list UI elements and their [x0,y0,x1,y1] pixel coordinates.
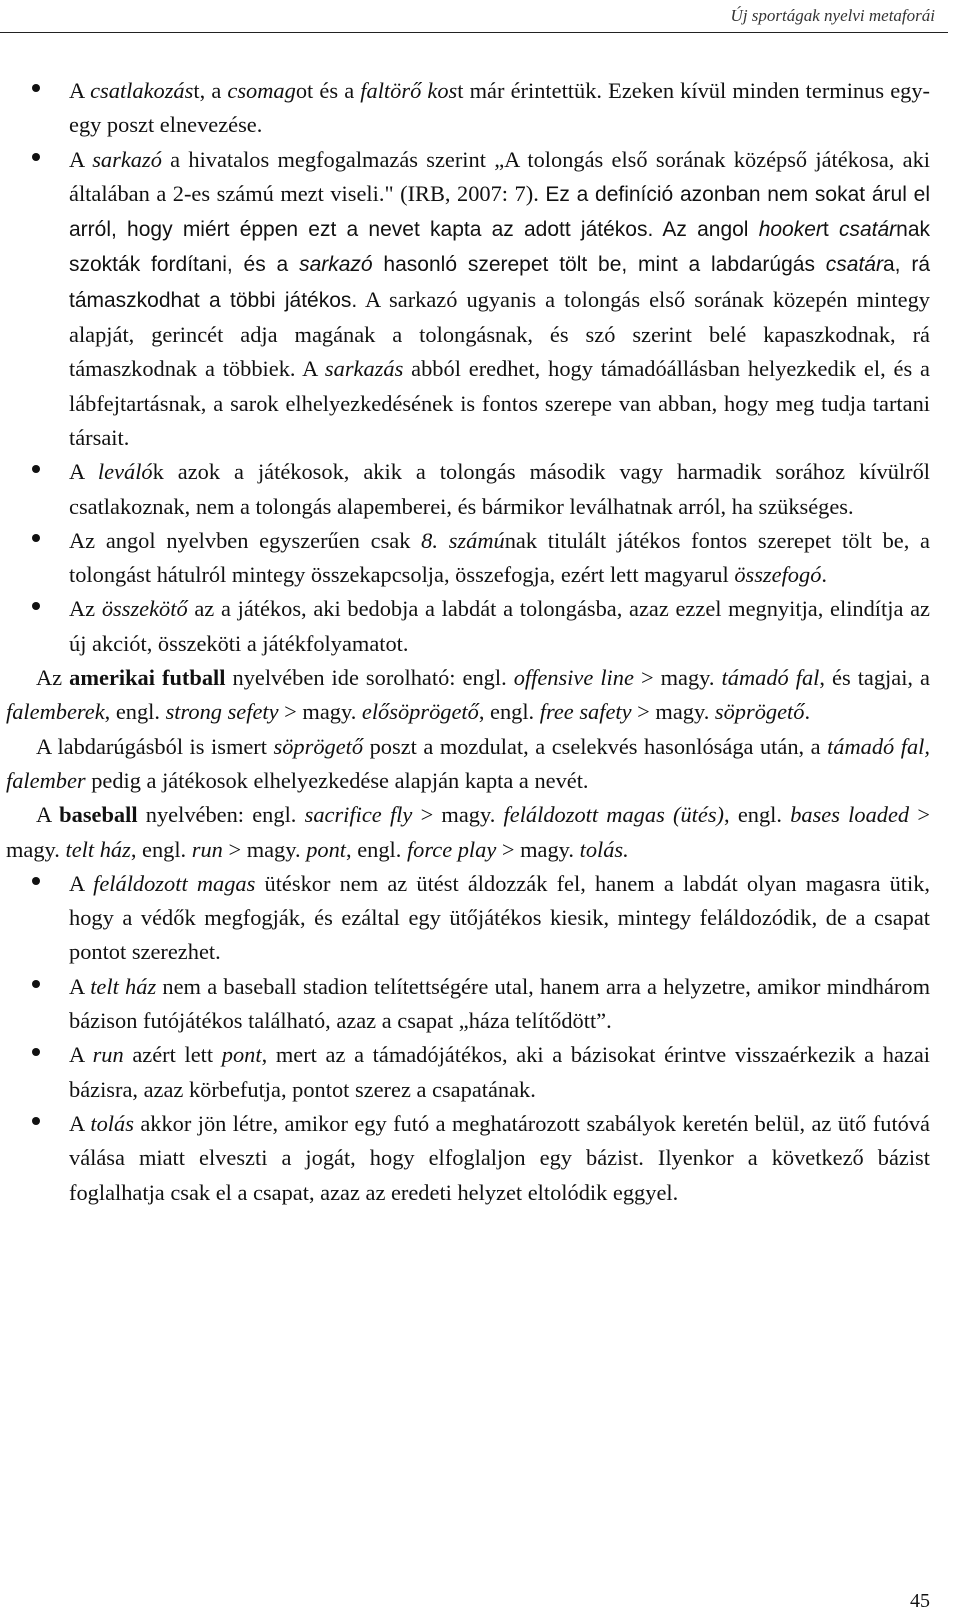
text-run: az a játékos, aki bedobja a labdát a tolongásba, azaz ezzel megnyitja, elindítja az új akciót, összeköti a játékfolyamatot. [69,596,930,656]
bullet-item [6,867,930,970]
bullet-item [6,143,930,456]
american-football-paragraph [6,661,930,730]
italic-term: söprögető [273,733,364,759]
text-run: , mert az a támadójátékos, aki a bázisokat érintve visszaérkezik a hazai bázisra, azaz körbefutja, pontot szerez a csapatának. [69,1042,930,1102]
text-run: nak szokták fordítani, és a [69,218,931,277]
italic-term: söprögető [714,699,805,725]
text-run: , engl. [346,836,407,862]
running-title: Új sportágak nyelvi metaforái [730,6,935,25]
text-run: nyelvében ide sorolható: engl. [225,665,514,691]
text-run: pedig a játékosok elhelyezkedése alapján kapta a nevét. [85,767,589,793]
italic-term: tolás. [579,836,629,862]
bullet-item [6,1038,930,1107]
bullet-item [6,970,930,1039]
text-run: nak titulált játékos fontos szerepet tölt be, a tolongást hátulról mintegy összekapcsolja, összefogja, ezért lett magyarul [69,527,930,588]
italic-term: free safety [539,699,632,725]
italic-term: csatár [838,218,897,242]
text-run: Az [36,665,70,691]
text-run: azért lett [123,1042,222,1068]
italic-term: force play [406,836,497,862]
text-run: t [822,218,839,242]
text-run: ütéskor nem az ütést áldozzák fel, hanem a labdát olyan magasra ütik, hogy a védők megfogják, és ezáltal egy ütőjátékos kiesik, mintegy feláldozódik, de a csapat pontot szerezhet. [69,870,931,965]
italic-term: csomag [227,78,296,103]
text-run: , engl. [104,699,166,725]
text-run: A [69,78,91,103]
text-run: Ez a definíció azonban nem sokat árul el arról, hogy miért éppen ezt a nevet kapta az adott játékos. Az angol [69,182,930,242]
text-run: > magy. [412,802,504,828]
italic-term: összefogó [734,562,822,588]
text-run: , engl. [724,802,791,828]
text-run: akkor jön létre, amikor egy futó a meghatározott szabályok keretén belül, az ütő futóvá válása miatt elveszti a jogát, hogy elfoglaljon egy bázist. Ilyenkor a következő bázist foglalhatja csak el a csapat, azaz az eredeti helyzet eltolódik eggyel. [69,1110,930,1205]
italic-term: sarkazó [299,253,373,277]
text-run: , és tagjai, a [819,665,930,691]
bullet-item [6,592,930,661]
text-run: A [36,802,60,828]
baseball-paragraph [6,798,930,867]
italic-term: strong sefety [165,699,279,725]
italic-term: falemberek [6,699,105,725]
italic-term: offensive line [513,665,634,691]
italic-term: feláldozott magas (ütés) [503,802,724,828]
header-rule [0,32,948,33]
text-run: > magy. [278,699,362,725]
text-run: > magy. [6,802,930,862]
text-run: > magy. [633,665,722,691]
italic-term: elősöprögető [361,699,479,725]
italic-term: támadó fal [721,665,820,691]
text-run: > magy. [496,836,580,862]
bullet-item [6,455,930,524]
text-run: A sarkazó ugyanis a tolongás első sorának közepén mintegy alapját, gerincét adja magának a tolongásnak, és szó szerint belé kapaszkodnak, rá támaszkodnak a többiek. A [69,286,930,382]
rugby-positions-list [6,74,930,661]
italic-term: leváló [97,459,153,485]
bold-term: baseball [59,802,138,828]
text-run: > magy. [222,836,307,862]
text-run: t már érintettük. Ezeken kívül minden terminus egy-egy poszt elnevezése. [69,78,930,138]
page-number: 45 [910,1590,930,1612]
italic-term: csatlakozás [90,78,194,103]
bullet-item [6,74,930,143]
bold-term: amerikai futball [69,665,226,691]
italic-term: összekötő [101,596,188,622]
italic-term: telt ház [90,973,157,999]
italic-term: telt ház [65,836,131,862]
baseball-terms-list [6,867,930,1210]
italic-term: run [92,1042,124,1068]
bullet-item [6,524,930,593]
text-run: A [69,1110,91,1136]
text-run: A [69,870,94,896]
text-run: A [69,1042,93,1068]
italic-term: hooker [758,218,823,242]
sweeper-explanation-paragraph [6,730,930,799]
text-run: t, a [193,78,228,103]
italic-term: run [191,836,223,862]
text-run: Az angol nyelvben egyszerűen csak [69,527,422,553]
text-run: a, rá támaszkodhat a többi játékos. [69,253,930,312]
text-run: ot és a [295,78,361,103]
text-run: . [804,699,811,725]
text-run: abból eredhet, hogy támadóállásban helyezkedik el, és a lábfejtartásnak, a sarok elhelyezkedésének is fontos szerepe van abban, hogy meg tudja tartani társait. [69,356,930,450]
italic-term: pont [221,1042,262,1068]
text-run: a hivatalos megfogalmazás szerint „A tolongás első sorának középső játékosa, aki általában a 2-es számú mezt viseli." (IRB, 2007: 7). [69,146,930,206]
italic-term: sarkazás [324,356,404,382]
italic-term: támadó fal, falember [6,733,930,793]
text-run: A [69,973,91,999]
italic-term: tolás [90,1110,134,1136]
italic-term: pont [306,836,346,862]
italic-term: 8. számú [421,527,505,553]
text-run: k azok a játékosok, akik a tolongás második vagy harmadik sorához kívülről csatlakoznak, nem a tolongás alapemberei, és bármikor leválhatnak arról, ha szükséges. [69,459,930,519]
text-run: hasonló szerepet tölt be, mint a labdarúgás [372,253,826,277]
italic-term: sacrifice fly [304,802,413,828]
text-run: . [821,562,828,588]
text-run: , engl. [130,836,192,862]
text-run: > magy. [631,699,715,725]
italic-term: sarkazó [92,146,162,172]
italic-term: faltörő kos [360,78,458,103]
text-run: nem a baseball stadion telítettségére utal, hanem arra a helyzetre, amikor mindhárom bázison futójátékos található, azaz a csapat „háza telítődött”. [69,973,930,1034]
text-run: Az [69,596,102,622]
italic-term: bases loaded [790,802,910,828]
text-run: poszt a mozdulat, a cselekvés hasonlósága után, a [363,733,828,759]
italic-term: csatár [825,253,883,277]
text-run: , engl. [478,699,540,725]
text-run: A [69,459,98,485]
bullet-item [6,1107,930,1210]
page-body [6,74,930,1210]
text-run: A labdarúgásból is ismert [36,733,274,759]
text-run: A [69,146,93,172]
text-run: nyelvében: engl. [137,802,305,828]
italic-term: feláldozott magas [93,870,256,896]
